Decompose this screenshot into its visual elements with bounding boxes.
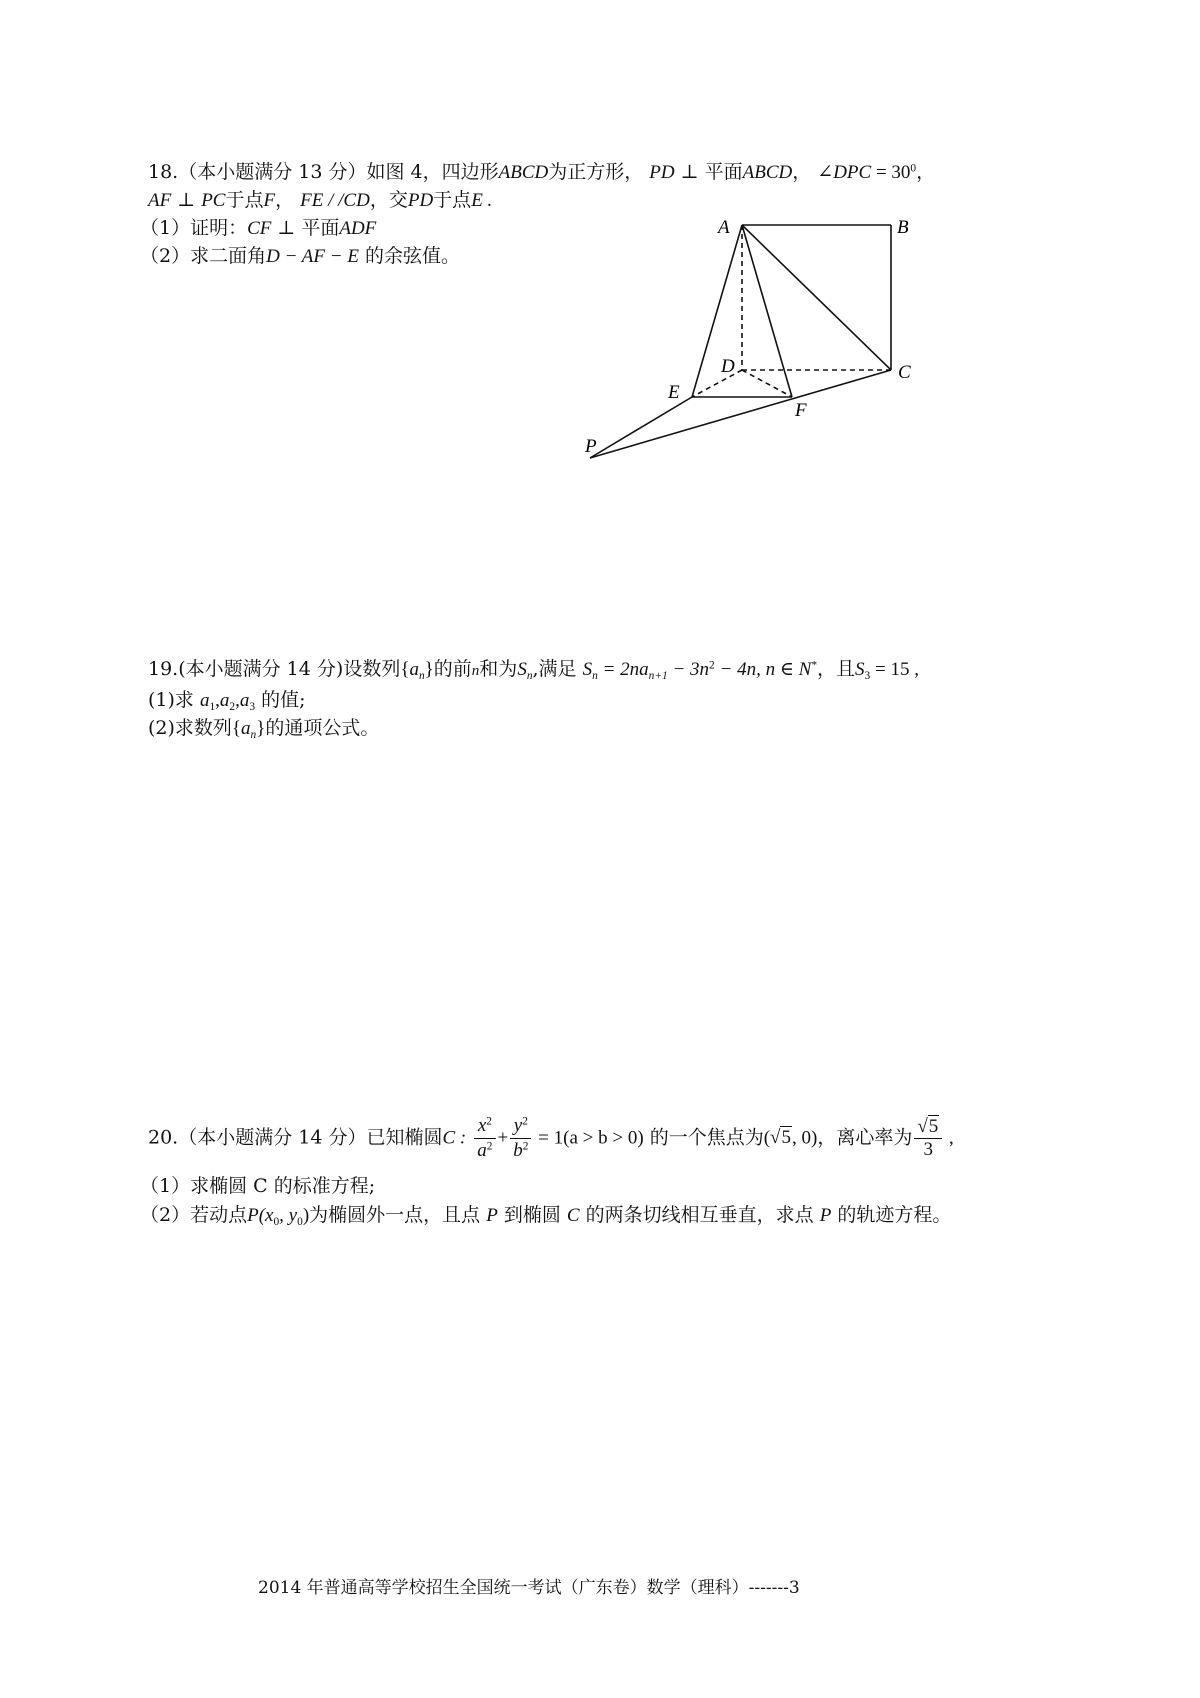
- math-eq: − 4n, n ∈ N: [714, 659, 812, 680]
- math-sub: 1: [209, 700, 216, 713]
- q20-part2: [140, 1203, 951, 1230]
- math-a: a: [477, 1139, 487, 1161]
- q19-text: ,满足: [532, 658, 577, 680]
- math-sup: 2: [522, 1115, 528, 1128]
- q19-text: 设数列: [343, 658, 401, 680]
- q18-number: 18.: [148, 161, 179, 183]
- math-b: b: [513, 1139, 523, 1161]
- math-c: C :: [442, 1127, 467, 1149]
- math-a: a: [219, 690, 230, 711]
- q18-text: 为正方形，: [548, 161, 644, 183]
- math-pd: PD: [407, 190, 434, 211]
- math-sub-n: n: [250, 728, 257, 741]
- math-point: , y: [279, 1205, 298, 1226]
- math-a: a: [199, 690, 210, 711]
- math-sep: ,: [235, 690, 240, 711]
- q19-part2-label: (2)求数列: [148, 717, 232, 739]
- math-sub: 2: [229, 700, 236, 713]
- math-angle: ∠DPC: [817, 162, 872, 183]
- perp-symbol: ⊥: [277, 218, 296, 239]
- math-eq: = 2na: [597, 659, 649, 680]
- q18-text: ，: [275, 189, 295, 211]
- math-eq: = 15 ,: [870, 659, 919, 680]
- q20-text: 到椭圆: [503, 1204, 561, 1226]
- math-point: P(x: [247, 1205, 274, 1226]
- math-sup: 2: [486, 1140, 493, 1153]
- q20-score: （本小题满分 14 分）: [178, 1126, 367, 1149]
- math-s: S: [855, 659, 865, 680]
- math-adf: ADF: [339, 218, 377, 239]
- math-paren: , 0): [791, 1127, 818, 1149]
- q19-number: 19.: [148, 658, 179, 680]
- math-plus: +: [497, 1127, 509, 1149]
- q18-text: ，交: [369, 189, 408, 211]
- math-x: x: [477, 1115, 487, 1136]
- q19-part1: [148, 688, 306, 715]
- q20-text: 的两条切线相互垂直，求点: [585, 1204, 814, 1226]
- q18-text: 平面: [301, 217, 340, 239]
- math-sep: ,: [215, 690, 220, 711]
- math-five: 5: [928, 1115, 939, 1137]
- q18-part2-label: （2）求二面角: [140, 245, 267, 267]
- math-degree-sup: 0: [910, 162, 917, 175]
- math-c: C: [566, 1205, 580, 1226]
- q18-text: ，: [916, 161, 936, 183]
- math-a: a: [241, 718, 251, 739]
- math-e: E .: [471, 190, 493, 211]
- brace-close: }: [424, 659, 434, 680]
- math-cf: CF: [247, 218, 272, 239]
- math-sub: n+1: [648, 669, 668, 682]
- q18-text: ，: [792, 161, 812, 183]
- math-a: a: [239, 690, 250, 711]
- math-a: a: [409, 659, 419, 680]
- math-sub-n: n: [418, 669, 425, 682]
- edge-pc: [590, 370, 891, 458]
- label-p: P: [585, 436, 597, 457]
- q20-text: 已知椭圆: [366, 1126, 443, 1149]
- q19-part1-label: (1)求: [148, 689, 194, 711]
- q18-part1-label: （1）证明：: [140, 217, 248, 239]
- q19-text: 的通项公式。: [265, 717, 380, 739]
- math-five: 5: [781, 1127, 791, 1149]
- q20-part2-label: （2）若动点: [140, 1204, 248, 1226]
- q19-line1: [148, 657, 919, 684]
- math-sup: *: [811, 659, 818, 672]
- footer-text: 2014 年普通高等学校招生全国统一考试（广东卷）数学（理科）-------3: [258, 1578, 800, 1598]
- brace-close: }: [256, 718, 266, 739]
- math-abcd: ABCD: [498, 162, 549, 183]
- q19-score: (本小题满分 14 分): [178, 658, 344, 680]
- math-af: AF: [148, 190, 172, 211]
- edge-pe: [590, 397, 692, 458]
- fraction-y2-b2: [510, 1114, 531, 1163]
- label-f: F: [795, 400, 807, 421]
- math-pd: PD: [649, 162, 675, 183]
- math-eq: = 1(a > b > 0): [533, 1127, 644, 1149]
- q20-text: 的轨迹方程。: [837, 1204, 952, 1226]
- math-abcd: ABCD: [742, 162, 793, 183]
- math-paren: (: [763, 1127, 771, 1149]
- label-c: C: [898, 362, 911, 383]
- math-eq: − 3n: [667, 659, 710, 680]
- math-sup: 2: [522, 1140, 529, 1153]
- brace-open: {: [400, 659, 410, 680]
- math-y: y: [513, 1115, 523, 1136]
- q20-text: 为椭圆外一点，且点: [309, 1204, 481, 1226]
- q20-line1: [148, 1114, 954, 1163]
- math-sub: 0: [273, 1215, 280, 1228]
- q19-text: ，且: [817, 658, 856, 680]
- q20-text: ，离心率为: [817, 1126, 913, 1149]
- label-b: B: [897, 217, 909, 238]
- math-sub-n: n: [592, 669, 598, 682]
- q18-text: 于点: [433, 189, 472, 211]
- label-a: A: [718, 217, 730, 238]
- math-eq: =: [871, 162, 892, 183]
- q18-text: 于点: [225, 189, 264, 211]
- brace-open: {: [231, 718, 242, 739]
- math-sup: 2: [486, 1115, 492, 1128]
- math-sub: 3: [249, 700, 256, 713]
- math-pc: PC: [201, 190, 226, 211]
- q18-text: 平面: [704, 161, 743, 183]
- sqrt-five: √5: [770, 1127, 791, 1149]
- math-three: 3: [923, 1139, 934, 1161]
- math-dihedral: D − AF − E: [266, 246, 359, 267]
- q19-text: 和为: [479, 658, 518, 680]
- label-d: D: [721, 356, 735, 377]
- q20-part1: [140, 1174, 375, 1199]
- q20-number: 20.: [148, 1126, 179, 1149]
- math-fe-cd: FE / /CD: [300, 190, 370, 211]
- math-p: P: [486, 1205, 498, 1226]
- q18-score: （本小题满分 13 分）: [178, 161, 367, 183]
- math-paren: ): [302, 1205, 310, 1226]
- edge-ac: [742, 225, 891, 370]
- math-s: S: [582, 659, 593, 680]
- math-sub: 3: [864, 669, 871, 682]
- perp-symbol: ⊥: [177, 190, 196, 211]
- math-n: n: [471, 663, 480, 679]
- math-f: F: [263, 190, 276, 211]
- edge-af: [742, 225, 792, 397]
- label-e: E: [668, 382, 680, 403]
- q19-text: 的值;: [261, 689, 306, 711]
- math-degree-value: 30: [891, 162, 911, 183]
- math-sup: 2: [709, 659, 715, 672]
- q20-text: 的一个焦点为: [649, 1126, 764, 1149]
- page-footer: [258, 1577, 800, 1599]
- math-p: P: [819, 1205, 832, 1226]
- q19-part2: [148, 716, 379, 743]
- fraction-eccentricity: $\frac{√5}{3}$: [914, 1115, 942, 1163]
- math-sub: 0: [297, 1215, 303, 1228]
- math-s: S: [517, 659, 527, 680]
- q18-text: 如图 4，四边形: [366, 161, 499, 183]
- q20-part1-text: （1）求椭圆 C 的标准方程;: [140, 1175, 376, 1197]
- q19-text: 的前: [433, 658, 472, 680]
- perp-symbol: ⊥: [680, 162, 699, 183]
- q18-text: 的余弦值。: [364, 245, 460, 267]
- math-sep: ,: [944, 1127, 954, 1149]
- math-sub-n: n: [526, 669, 533, 682]
- fraction-x2-a2: [474, 1114, 495, 1163]
